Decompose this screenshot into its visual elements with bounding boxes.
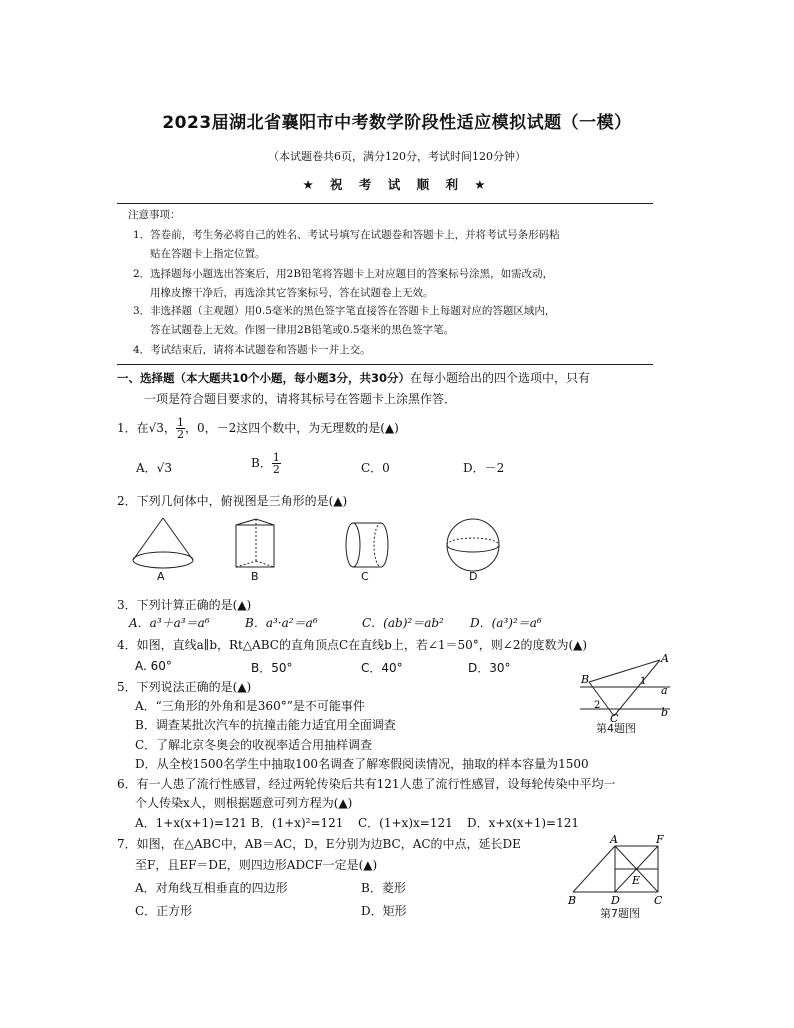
page-title: 2023届湖北省襄阳市中考数学阶段性适应模拟试题（一模）: [162, 113, 632, 133]
notice-item-3-cont: 答在试题卷上无效。作图一律用2B铅笔或0.5毫米的黑色签字笔。: [150, 324, 455, 336]
notice-item-4: 4．考试结束后，请将本试题卷和答题卡一并上交。: [133, 344, 371, 356]
q1-option-d: D．－2: [463, 461, 505, 475]
segment-ab: [573, 846, 615, 892]
fig4-label-b: B: [581, 673, 590, 686]
fig7-label-c: C: [654, 894, 663, 907]
q5-option-a: A．“三角形的外角和是360°”是不可能事件: [135, 699, 365, 713]
q5-option-c: C．了解北京冬奥会的收视率适合用抽样调查: [135, 738, 373, 752]
fig7-label-d: D: [611, 894, 620, 907]
q4-geometry-figure: [574, 652, 674, 722]
q1-option-a: [136, 459, 172, 476]
question-3: 3．下列计算正确的是(▲): [117, 598, 252, 612]
divider-bottom: [117, 364, 653, 365]
q1-sep: ，: [163, 421, 176, 435]
sqrt-3: √3: [148, 421, 164, 435]
frac-den: 2: [272, 463, 280, 476]
q3-option-c: C．(ab)²＝ab²: [362, 616, 444, 630]
fig4-label-line-b: b: [661, 706, 669, 719]
q7-figure-caption: 第7题图: [600, 907, 640, 920]
fig4-label-c: C: [610, 712, 619, 722]
segment-ac: [614, 660, 660, 716]
notice-item-3: 3．非选择题（主观题）用0.5毫米的黑色签字笔直接答在答题卡上每题对应的答题区域内，: [133, 305, 556, 317]
q1-pre: 1．在: [117, 421, 149, 435]
q6-option-d: D．x+x(x+1)=121: [467, 816, 579, 830]
section-1-title: 一、选择题（本大题共10个小题，每小题3分，共30分）: [117, 371, 411, 385]
exam-info: （本试题卷共6页，满分120分，考试时间120分钟）: [268, 150, 526, 163]
q6-option-a: A．1+x(x+1)=121: [135, 816, 247, 830]
fraction-one-half: [176, 417, 185, 440]
fig4-angle-1: 1: [640, 676, 647, 687]
q2-label-d: D: [469, 570, 478, 583]
triangular-prism-shape: [236, 519, 274, 567]
q7-option-c: C．正方形: [135, 904, 193, 918]
q2-solids-figure: [125, 515, 515, 577]
q1-option-a-value: √3: [156, 461, 172, 475]
notice-item-1: 1．答卷前，考生务必将自己的姓名、考试号填写在试题卷和答题卡上，并将考试号条形码粘: [133, 229, 560, 241]
question-5: 5．下列说法正确的是(▲): [117, 680, 252, 694]
q2-label-c: C: [361, 570, 369, 583]
q4-option-b: B．50°: [251, 661, 293, 675]
fig7-label-b: B: [568, 894, 577, 907]
section-1-header: [117, 369, 590, 386]
question-7-line-2: 至F，且EF＝DE，则四边形ADCF一定是(▲): [135, 858, 378, 872]
question-6-line-1: 6．有一人患了流行性感冒，经过两轮传染后共有121人患了流行性感冒，设每轮传染中平均一: [117, 777, 616, 791]
q4-option-c: C．40°: [361, 661, 403, 675]
fig4-label-a: A: [661, 652, 669, 665]
q1-option-c: C．0: [361, 461, 390, 475]
fig7-label-f: F: [656, 833, 664, 846]
q1-option-b-label: B．: [251, 456, 272, 470]
q7-option-d: D．矩形: [361, 904, 407, 918]
q2-label-a: A: [157, 570, 165, 583]
question-4: 4．如图，直线a∥b，Rt△ABC的直角顶点C在直线b上，若∠1＝50°，则∠2的度数为(▲): [117, 638, 588, 652]
q4-figure-caption: 第4题图: [596, 722, 636, 735]
fig7-label-a: A: [610, 833, 618, 846]
fig7-label-e: E: [632, 874, 641, 887]
q1-option-a-label: A．: [136, 461, 157, 475]
fig4-label-line-a: a: [661, 684, 668, 697]
q3-option-a: A．a³＋a³＝a⁶: [129, 616, 210, 630]
section-1-instruction-2: 一项是符合题目要求的，请将其标号在答题卡上涂黑作答．: [144, 392, 457, 406]
q1-post: ，0，－2这四个数中，为无理数的是(▲): [184, 421, 399, 435]
q3-option-b: B．a³·a²＝a⁶: [245, 616, 318, 630]
sphere-shape: [447, 519, 499, 571]
frac-num: 1: [272, 451, 280, 464]
segment-ba: [589, 660, 660, 682]
notice-heading: 注意事项：: [128, 209, 181, 221]
q7-geometry-figure: [566, 832, 676, 908]
q6-option-b: B．(1+x)²=121: [251, 816, 344, 830]
question-6-line-2: 个人传染x人，则根据题意可列方程为(▲): [135, 796, 353, 810]
q5-option-b: B．调查某批次汽车的抗撞击能力适宜用全面调查: [135, 718, 396, 732]
q7-option-a: A．对角线互相垂直的四边形: [135, 881, 288, 895]
q1-option-b: [251, 452, 281, 475]
section-1-instruction: 在每小题给出的四个选项中，只有: [410, 371, 591, 385]
q4-option-d: D．30°: [468, 661, 511, 675]
q6-option-c: C．(1+x)x=121: [358, 816, 453, 830]
notice-item-2: 2．选择题每小题选出答案后，用2B铅笔将答题卡上对应题目的答案标号涂黑，如需改动，: [133, 268, 554, 280]
question-1: [117, 417, 399, 440]
question-2: 2．下列几何体中，俯视图是三角形的是(▲): [117, 494, 348, 508]
frac-num: 1: [176, 416, 184, 429]
q7-option-b: B．菱形: [361, 881, 406, 895]
divider-top: [117, 203, 653, 204]
frac-den: 2: [176, 428, 184, 441]
q1-option-b-fraction: [272, 452, 281, 475]
good-luck-banner: ★ 祝 考 试 顺 利 ★: [302, 177, 492, 192]
q4-option-a: A. 60°: [135, 659, 172, 673]
notice-item-2-cont: 用橡皮擦干净后，再选涂其它答案标号，答在试题卷上无效。: [150, 287, 434, 299]
cylinder-shape: [346, 523, 388, 567]
cone-shape: [133, 518, 193, 568]
question-7-line-1: 7．如图，在△ABC中，AB＝AC，D，E分别为边BC，AC的中点，延长DE: [117, 837, 521, 851]
notice-item-1-cont: 贴在答题卡上指定位置。: [150, 248, 266, 260]
q3-option-d: D．(a³)²＝a⁶: [470, 616, 542, 630]
q2-label-b: B: [251, 570, 259, 583]
q5-option-d: D．从全校1500名学生中抽取100名调查了解寒假阅读情况，抽取的样本容量为1500: [135, 757, 589, 771]
fig4-angle-2: 2: [594, 700, 601, 711]
